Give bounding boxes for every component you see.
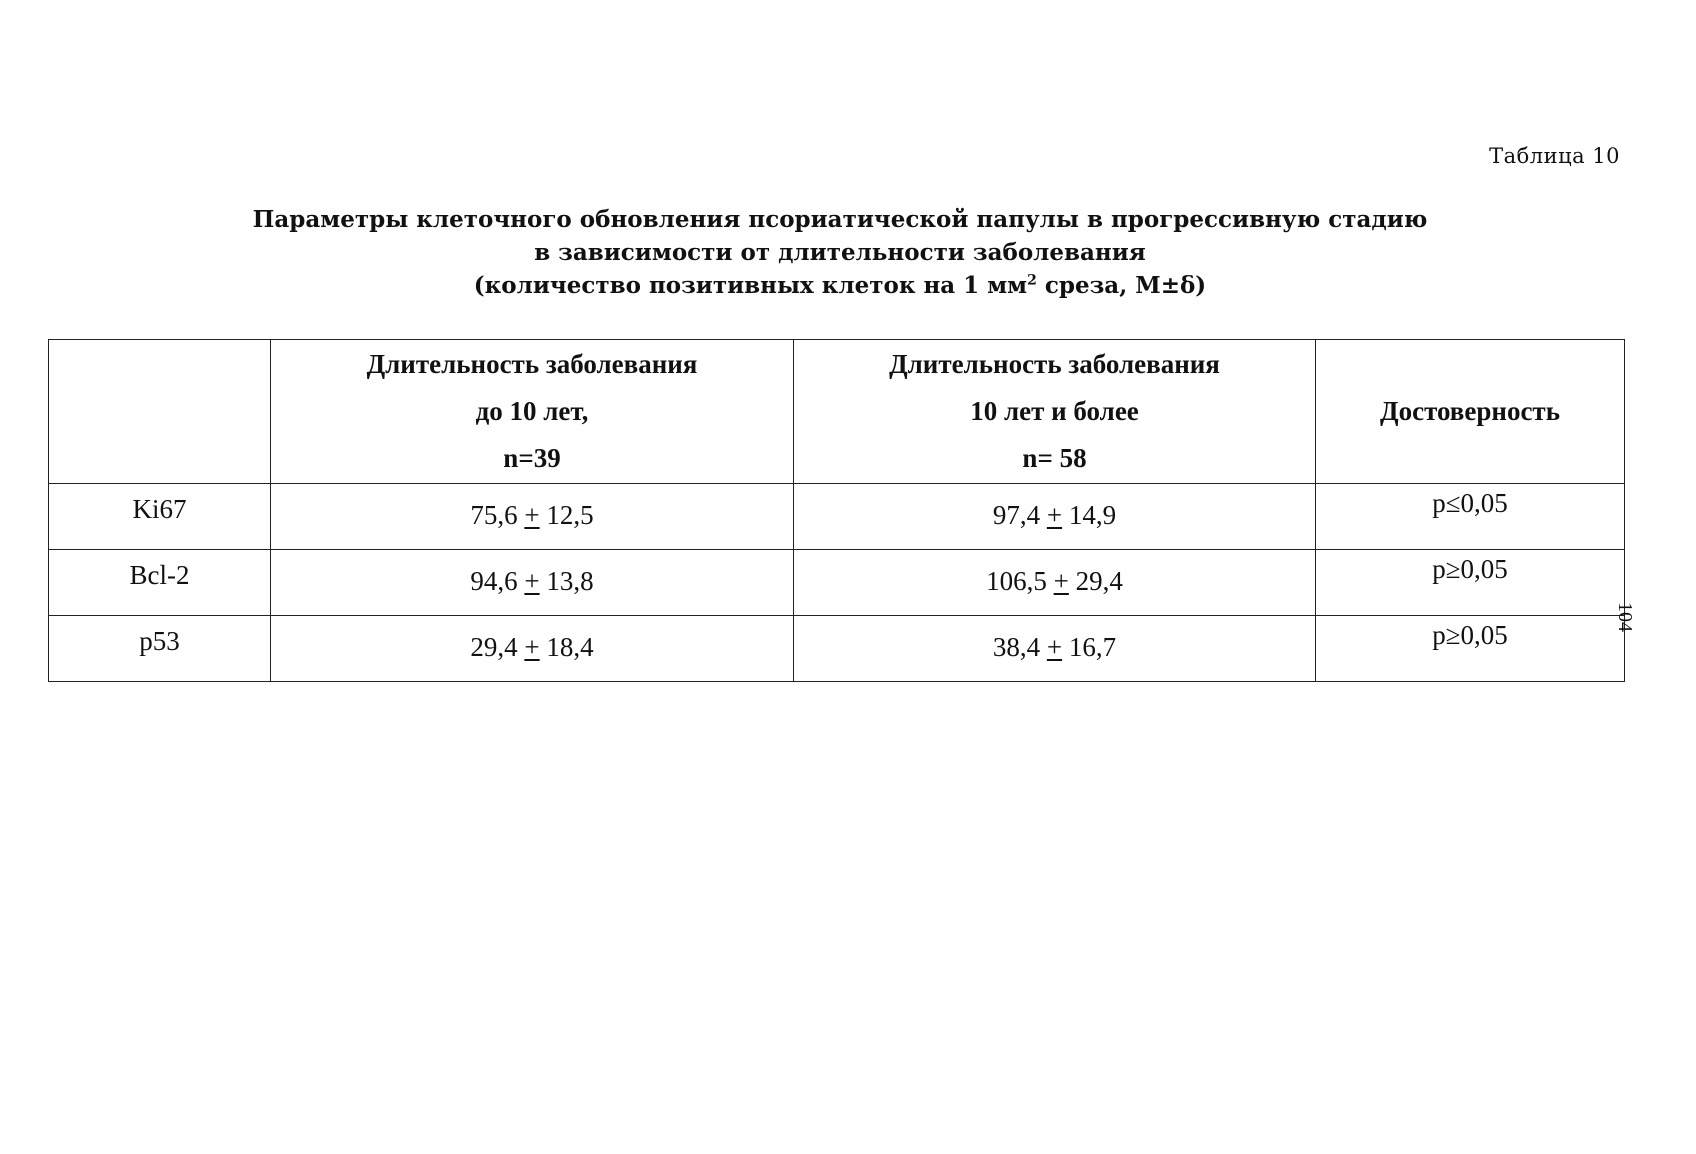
caption-line-2: в зависимости от длительности заболевания bbox=[534, 239, 1146, 266]
significance-cell: p≥0,05 bbox=[1316, 616, 1625, 682]
marker-cell: p53 bbox=[49, 616, 271, 682]
header-group2: Длительность заболевания 10 лет и более n= 58 bbox=[794, 340, 1316, 484]
table-caption bbox=[230, 203, 1450, 302]
significance-cell: p≥0,05 bbox=[1316, 550, 1625, 616]
table-row bbox=[49, 616, 1625, 682]
group1-value-cell: 75,6 + 12,5 bbox=[271, 484, 794, 550]
group2-value-cell: 106,5 + 29,4 bbox=[794, 550, 1316, 616]
caption-line-1: Параметры клеточного обновления псориатической папулы в прогрессивную стадию bbox=[252, 206, 1428, 233]
marker-cell: Bcl-2 bbox=[49, 550, 271, 616]
group2-value-cell: 97,4 + 14,9 bbox=[794, 484, 1316, 550]
table-row bbox=[49, 484, 1625, 550]
significance-cell: p≤0,05 bbox=[1316, 484, 1625, 550]
table-row bbox=[49, 550, 1625, 616]
header-row bbox=[49, 340, 1625, 484]
page-number: 104 bbox=[1614, 602, 1636, 632]
marker-cell: Ki67 bbox=[49, 484, 271, 550]
header-group1: Длительность заболевания до 10 лет, n=39 bbox=[271, 340, 794, 484]
header-empty-cell bbox=[49, 340, 271, 484]
header-significance: Достоверность bbox=[1316, 340, 1625, 484]
group1-value-cell: 94,6 + 13,8 bbox=[271, 550, 794, 616]
caption-line-3: (количество позитивных клеток на 1 $мм^2$ среза, M±δ) bbox=[473, 272, 1207, 299]
data-table bbox=[48, 339, 1625, 682]
group1-value-cell: 29,4 + 18,4 bbox=[271, 616, 794, 682]
group2-value-cell: 38,4 + 16,7 bbox=[794, 616, 1316, 682]
superscript-2: 2 bbox=[1027, 272, 1037, 289]
table-number-label: Таблица 10 bbox=[1489, 144, 1620, 168]
